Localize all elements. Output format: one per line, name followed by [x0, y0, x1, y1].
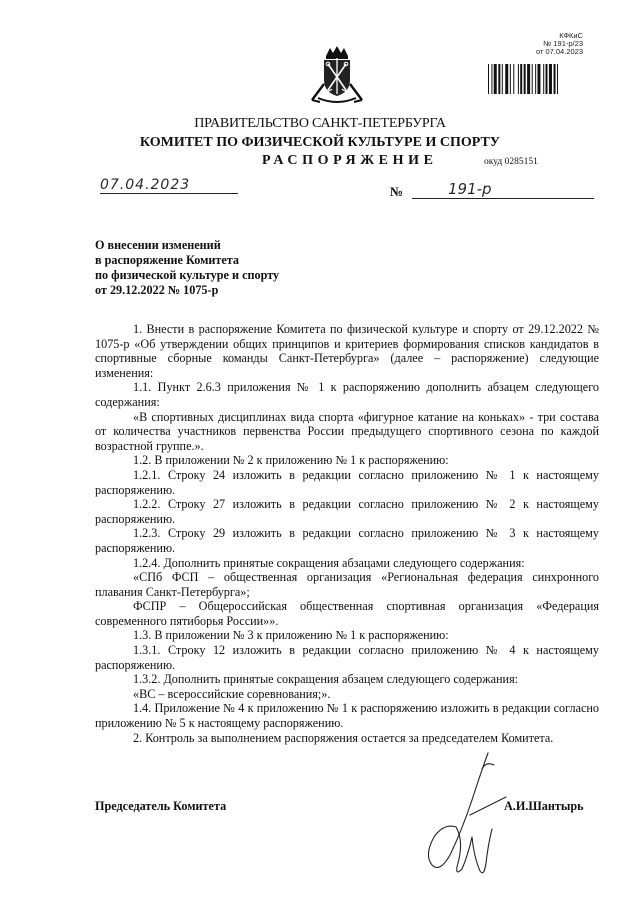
body-paragraph: «СПб ФСП – общественная организация «Региональная федерация синхронного плавания Санкт-Петербурга»;	[95, 570, 599, 599]
body-paragraph: 2. Контроль за выполнением распоряжения остается за председателем Комитета.	[133, 730, 554, 745]
order-number: 191-р	[412, 180, 594, 199]
stamp-line: от 07.04.2023	[535, 47, 583, 56]
subject-line: О внесении изменений	[95, 238, 221, 252]
body-paragraph: 1. Внести в распоряжение Комитета по физической культуре и спорту от 29.12.2022 № 1075-р «Об утверждении общих принципов и критериев формирования списков кандидатов в спортивные сборные команды Санкт-Петербурга» (далее – распоряжение) следующие изменения:	[95, 322, 599, 380]
signatory-title: Председатель Комитета	[95, 799, 227, 813]
body-paragraph: «В спортивных дисциплинах вида спорта «фигурное катание на коньках» - три состава от количества участников первенства России предыдущего спортивного сезона по каждой возрастной группе.».	[95, 409, 599, 453]
body-paragraph: 1.3.1. Строку 12 изложить в редакции согласно приложению № 4 к настоящему распоряжению.	[95, 643, 599, 672]
body-paragraph: 1.3. В приложении № 3 к приложению № 1 к распоряжению:	[133, 628, 449, 643]
subject-line: в распоряжение Комитета	[95, 253, 240, 267]
body-paragraph: 1.2.2. Строку 27 изложить в редакции согласно приложению № 2 к настоящему распоряжению.	[95, 497, 599, 526]
signatory-name: А.И.Шантырь	[504, 799, 584, 813]
body-paragraph: 1.3.2. Дополнить принятые сокращения абзацем следующего содержания:	[133, 672, 519, 687]
barcode-bar	[537, 64, 540, 94]
barcode-bar	[494, 64, 497, 94]
body-paragraph: 1.2.4. Дополнить принятые сокращения абзацами следующего содержания:	[133, 555, 525, 570]
barcode-bar	[510, 64, 511, 94]
barcode-bar	[557, 64, 558, 94]
subject-line: от 29.12.2022 № 1075-р	[95, 283, 219, 297]
document-type-title: РАСПОРЯЖЕНИЕ	[262, 153, 438, 168]
barcode-bar	[527, 64, 530, 94]
barcode-bar	[502, 64, 503, 94]
barcode-bar	[518, 64, 519, 94]
barcode-bar	[513, 64, 514, 94]
body-paragraph: 1.4. Приложение № 4 к приложению № 1 к распоряжению изложить в редакции согласно приложению № 5 к настоящему распоряжению.	[95, 701, 599, 731]
coat-of-arms-emblem	[302, 44, 372, 106]
document-subject	[95, 238, 279, 298]
barcode-bar	[549, 64, 552, 94]
barcode-bar	[505, 64, 508, 94]
registration-stamp	[483, 32, 583, 56]
barcode-bar	[535, 64, 536, 94]
document-body	[95, 322, 599, 745]
government-name: ПРАВИТЕЛЬСТВО САНКТ-ПЕТЕРБУРГА	[194, 116, 446, 131]
body-paragraph: 1.2.3. Строку 29 изложить в редакции согласно приложению № 3 к настоящему распоряжению.	[95, 526, 599, 555]
stamp-line: № 191-р/23	[543, 39, 583, 48]
barcode-bar	[488, 64, 489, 94]
barcode-bar	[532, 64, 533, 94]
body-paragraph: 1.1. Пункт 2.6.3 приложения № 1 к распоряжению дополнить абзацем следующего содержания:	[95, 380, 599, 409]
barcode-bar	[498, 64, 500, 94]
body-paragraph: 1.2. В приложении № 2 к приложению № 1 к распоряжению:	[133, 453, 449, 468]
barcode-bar	[491, 64, 492, 94]
stamp-line: КФКиС	[559, 31, 583, 40]
barcode-bar	[546, 64, 548, 94]
okud-code: окуд 0285151	[484, 157, 538, 167]
body-paragraph: ФСПР – Общероссийская общественная спортивная организация «Федерация современного пятиборья России»».	[95, 599, 599, 628]
barcode-bar	[543, 64, 544, 94]
barcode-bar	[520, 64, 522, 94]
body-paragraph: 1.2.1. Строку 24 изложить в редакции согласно приложению № 1 к настоящему распоряжению.	[95, 467, 599, 497]
handwritten-signature	[410, 745, 520, 885]
order-date: 07.04.2023	[100, 177, 238, 194]
barcode-bar	[524, 64, 526, 94]
number-sign: №	[390, 184, 404, 199]
committee-name: КОМИТЕТ ПО ФИЗИЧЕСКОЙ КУЛЬТУРЕ И СПОРТУ	[139, 135, 501, 150]
subject-line: по физической культуре и спорту	[95, 268, 280, 282]
barcode-bar	[554, 64, 556, 94]
body-paragraph: «ВС – всероссийские соревнования;».	[133, 686, 331, 701]
barcode	[488, 64, 582, 94]
